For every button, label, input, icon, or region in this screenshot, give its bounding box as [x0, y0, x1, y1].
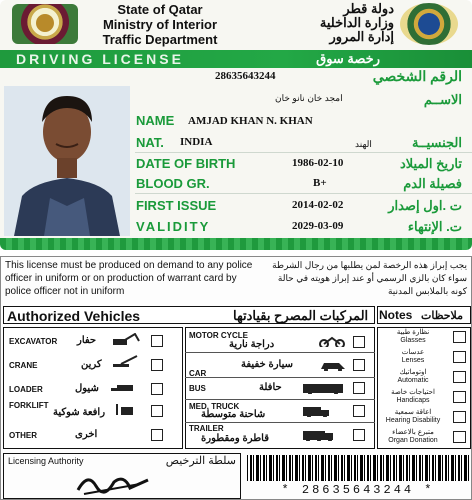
note-lenses	[377, 349, 449, 365]
trailer-icon	[301, 429, 335, 441]
note-organ-donation	[377, 429, 449, 445]
note-automatic	[377, 369, 449, 385]
validity-label-ar: ت. الإنتهاء	[407, 219, 462, 234]
row-divider	[185, 352, 375, 353]
automatic-checkbox[interactable]	[453, 371, 466, 383]
dob-label-ar: تاريخ الميلاد	[399, 156, 462, 171]
licensing-authority-box	[3, 453, 241, 499]
vehicle-loader-label: LOADER	[9, 385, 43, 394]
vehicle-bus-label-ar: حافلة	[259, 382, 282, 393]
barcode	[247, 455, 469, 481]
excavator-checkbox[interactable]	[151, 335, 163, 347]
excavator-icon	[111, 333, 141, 345]
authorized-title: Authorized Vehicles	[7, 308, 141, 324]
name-label-ar: الاســم	[423, 92, 462, 107]
divider	[135, 152, 472, 153]
car-icon	[319, 359, 347, 371]
name-label: NAME	[136, 113, 175, 128]
truck-icon	[301, 405, 331, 417]
notes-title-ar: ملاحظات	[421, 310, 463, 322]
vehicle-crane-label-ar: كرين	[81, 359, 102, 370]
header-department: Traffic Department	[102, 32, 218, 47]
personal-number-label-ar: الرقم الشخصي	[372, 68, 462, 84]
vehicle-medtruck-label-ar: شاحنة متوسطة	[201, 409, 266, 420]
trailer-checkbox[interactable]	[353, 429, 365, 441]
vehicle-excavator-label-ar: حفار	[77, 335, 97, 346]
notice-arabic: يجب إبراز هذه الرخصة لمن يطلبها من رجال الشرطة سواء كان بالزي الرسمي أو عند إبراز هويته في حالة كونه بالملابس المدنية	[272, 260, 467, 296]
forklift-checkbox[interactable]	[151, 405, 163, 417]
vehicle-forklift-label: FORKLIFT	[9, 401, 49, 410]
crane-icon	[111, 355, 141, 367]
note-organ-donation-en: Organ Donation	[388, 437, 438, 444]
vehicle-trailer-label-ar: قاطرة ومقطورة	[201, 433, 270, 444]
vehicle-motorcycle-label: MOTOR CYCLE	[189, 331, 248, 340]
hearing-checkbox[interactable]	[453, 411, 466, 423]
gcc-emblem-icon	[400, 3, 458, 45]
other-checkbox[interactable]	[151, 429, 163, 441]
first-issue-label: FIRST ISSUE	[136, 198, 217, 213]
validity-label: VALIDITY	[136, 219, 211, 234]
header-ministry-ar: وزارة الداخلية	[319, 15, 394, 30]
barcode-number: * 28635643244 *	[281, 483, 435, 497]
car-checkbox[interactable]	[353, 359, 365, 371]
nationality-value-ar: الهند	[355, 139, 372, 149]
note-automatic-en: Automatic	[397, 377, 429, 384]
glasses-checkbox[interactable]	[453, 331, 466, 343]
organ-donation-checkbox[interactable]	[453, 431, 466, 443]
nationality-value: INDIA	[180, 136, 213, 148]
nationality-label: NAT.	[136, 135, 164, 150]
note-glasses-en: Glasses	[400, 337, 426, 344]
ministry-emblem-icon	[12, 4, 78, 44]
holder-photo	[4, 86, 130, 236]
personal-number: 28635643244	[215, 70, 276, 82]
divider	[135, 193, 472, 194]
dob-label: DATE OF BIRTH	[136, 156, 236, 171]
note-organ-donation-ar: متبرع بالاعضاء	[392, 429, 434, 436]
header-department-ar: إدارة المرور	[329, 29, 394, 44]
vehicle-loader-label-ar: شيول	[75, 383, 99, 394]
row-divider	[185, 399, 375, 400]
licensing-authority-label-ar: سلطة الترخيص	[165, 455, 236, 467]
header-state: State of Qatar	[117, 2, 203, 17]
loader-checkbox[interactable]	[151, 383, 163, 395]
authorized-title-ar: المركبات المصرح بقيادتها	[233, 308, 369, 323]
motorcycle-icon	[319, 335, 345, 347]
vehicle-trailer-label: TRAILER	[189, 424, 224, 433]
vehicle-other-label: OTHER	[9, 431, 37, 440]
security-stripe	[0, 238, 472, 250]
note-glasses-ar: نظارة طبية	[396, 329, 430, 336]
licensing-authority-label: Licensing Authority	[8, 456, 84, 466]
license-back	[0, 256, 472, 500]
nationality-label-ar: الجنسيــة	[412, 135, 462, 150]
note-hearing-en: Hearing Disability	[385, 417, 441, 424]
note-handicaps-ar: احتياجات خاصة	[391, 389, 435, 396]
signature-icon	[74, 468, 154, 498]
bus-checkbox[interactable]	[353, 382, 365, 394]
vehicle-forklift-label-ar: رافعة شوكية	[53, 407, 106, 418]
vehicle-crane-label: CRANE	[9, 361, 38, 370]
blood-label: BLOOD GR.	[136, 176, 210, 191]
loader-icon	[111, 379, 141, 391]
blood-label-ar: فصيلة الدم	[403, 176, 462, 191]
lenses-checkbox[interactable]	[453, 351, 466, 363]
title-arabic: رخصة سوق	[316, 51, 380, 66]
note-handicaps	[377, 389, 449, 405]
blood-value: B+	[313, 177, 327, 189]
note-lenses-ar: عدسات	[401, 349, 425, 356]
vehicle-car-label-ar: سيارة خفيفة	[241, 359, 293, 370]
bus-icon	[301, 382, 345, 394]
vehicle-medtruck-label: MED. TRUCK	[189, 402, 240, 411]
note-glasses	[377, 329, 449, 345]
first-issue-value: 2014-02-02	[292, 199, 344, 211]
first-issue-label-ar: ت .اول إصدار	[388, 198, 462, 213]
note-hearing-ar: اعاقة سمعية	[394, 409, 432, 416]
header-arabic	[264, 2, 394, 44]
handicaps-checkbox[interactable]	[453, 391, 466, 403]
notice-english: This license must be produced on demand to any police officer in uniform or on production of warrant card by police officer not in uniform	[5, 260, 253, 297]
name-value: AMJAD KHAN N. KHAN	[188, 115, 313, 127]
medtruck-checkbox[interactable]	[353, 405, 365, 417]
header-ministry: Ministry of Interior	[102, 17, 218, 32]
header-english	[85, 2, 235, 47]
forklift-icon	[113, 403, 141, 415]
holder-photo-image	[4, 86, 130, 236]
note-automatic-ar: اوتوماتيك	[399, 369, 427, 376]
motorcycle-checkbox[interactable]	[353, 336, 365, 348]
crane-checkbox[interactable]	[151, 359, 163, 371]
title-english: DRIVING LICENSE	[16, 51, 184, 67]
header-state-ar: دولة قطر	[343, 1, 394, 16]
validity-value: 2029-03-09	[292, 220, 344, 232]
row-divider	[185, 422, 375, 423]
vehicle-other-label-ar: اخرى	[75, 429, 98, 440]
vehicle-motorcycle-label-ar: دراجة نارية	[229, 339, 275, 350]
vehicle-bus-label: BUS	[189, 384, 206, 393]
note-handicaps-en: Handicaps	[396, 397, 430, 404]
dob-value: 1986-02-10	[292, 157, 344, 169]
vehicle-excavator-label: EXCAVATOR	[9, 337, 58, 346]
vehicle-car-label: CAR	[189, 369, 207, 378]
name-arabic: امجد خان نانو خان	[275, 93, 343, 103]
note-hearing	[377, 409, 449, 425]
row-divider	[185, 377, 375, 378]
note-lenses-en: Lenses	[401, 357, 425, 364]
notes-title: Notes	[379, 308, 413, 322]
